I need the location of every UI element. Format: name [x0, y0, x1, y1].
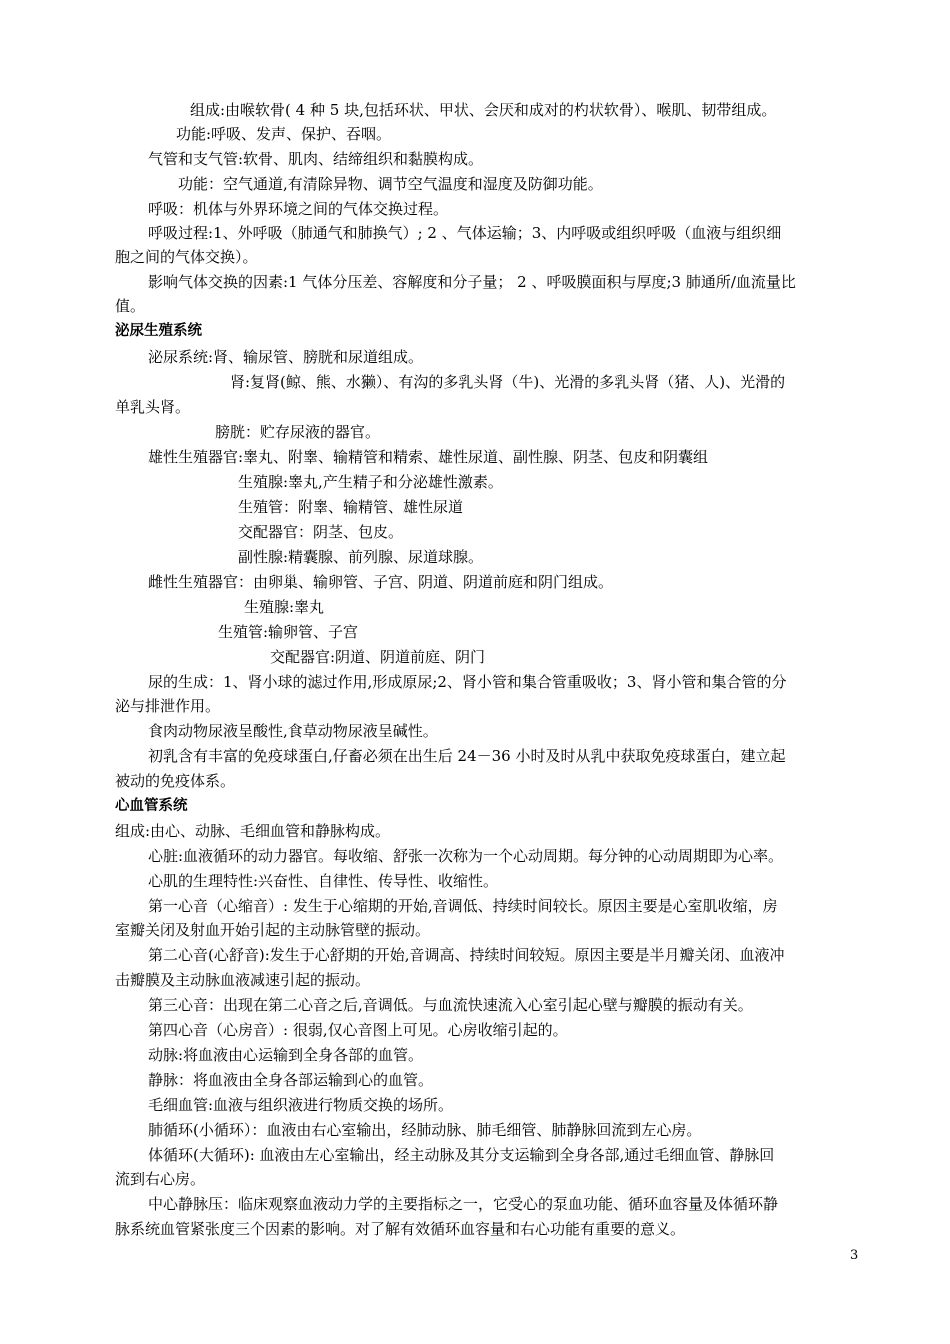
page-number: 3	[850, 1248, 859, 1263]
text-line: 中心静脉压：临床观察血液动力学的主要指标之一，它受心的泵血功能、循环血容量及体循环静	[148, 1195, 779, 1213]
text-line: 生殖管：附睾、输精管、雄性尿道	[238, 498, 464, 516]
text-line: 体循环(大循环): 血液由左心室输出，经主动脉及其分支运输到全身各部,通过毛细血管、静脉回	[148, 1146, 775, 1164]
text-line: 交配器官：阴茎、包皮。	[238, 523, 404, 541]
text-line: 单乳头肾。	[115, 398, 191, 416]
text-line: 心脏:血液循环的动力器官。每收缩、舒张一次称为一个心动周期。每分钟的心动周期即为心率。	[148, 847, 784, 865]
text-line: 功能:呼吸、发声、保护、吞咽。	[176, 125, 392, 143]
text-line: 脉系统血管紧张度三个因素的影响。对了解有效循环血容量和右心功能有重要的意义。	[115, 1220, 686, 1238]
text-line: 肾:复肾(鲸、熊、水獭）、有沟的多乳头肾（牛)、光滑的多乳头肾（猪、人)、光滑的	[230, 373, 786, 391]
text-line: 值。	[115, 297, 146, 315]
text-line: 雄性生殖器官:睾丸、附睾、输精管和精索、雄性尿道、副性腺、阴茎、包皮和阴囊组	[148, 448, 709, 466]
text-line: 肺循环(小循环）：血液由右心室输出，经肺动脉、肺毛细管、肺静脉回流到左心房。	[148, 1121, 702, 1139]
text-line: 动脉:将血液由心运输到全身各部的血管。	[148, 1046, 424, 1064]
text-line: 第四心音（心房音）: 很弱,仅心音图上可见。心房收缩引起的。	[148, 1021, 568, 1039]
text-line: 呼吸：机体与外界环境之间的气体交换过程。	[148, 200, 449, 218]
text-line: 呼吸过程:1、外呼吸（肺通气和肺换气）; 2 、气体运输；3、内呼吸或组织呼吸（血液与组织细	[148, 224, 782, 242]
text-line: 食肉动物尿液呈酸性,食草动物尿液呈碱性。	[148, 722, 438, 740]
text-line: 泌与排泄作用。	[115, 697, 221, 715]
text-line: 第一心音（心缩音）: 发生于心缩期的开始,音调低、持续时间较长。原因主要是心室肌收缩，房	[148, 897, 778, 915]
text-line: 毛细血管:血液与组织液进行物质交换的场所。	[148, 1096, 454, 1114]
text-line: 副性腺:精囊腺、前列腺、尿道球腺。	[238, 548, 484, 566]
text-line: 膀胱：贮存尿液的器官。	[215, 423, 381, 441]
text-line: 气管和支气管:软骨、肌肉、结缔组织和黏膜构成。	[148, 150, 484, 168]
text-line: 生殖管:输卵管、子宫	[218, 623, 359, 641]
text-line: 第二心音(心舒音):发生于心舒期的开始,音调高、持续时间较短。原因主要是半月瓣关闭、血液冲	[148, 946, 785, 964]
text-line: 心肌的生理特性:兴奋性、自律性、传导性、收缩性。	[148, 872, 499, 890]
text-line: 泌尿系统:肾、输尿管、膀胱和尿道组成。	[148, 348, 424, 366]
text-line: 被动的免疫体系。	[115, 772, 236, 790]
text-line: 第三心音：出现在第二心音之后,音调低。与血流快速流入心室引起心壁与瓣膜的振动有关。	[148, 996, 753, 1014]
text-line: 静脉：将血液由全身各部运输到心的血管。	[148, 1071, 434, 1089]
text-line: 交配器官:阴道、阴道前庭、阴门	[270, 648, 486, 666]
text-line: 尿的生成：1、肾小球的滤过作用,形成原尿;2、肾小管和集合管重吸收；3、肾小管和集合管的分	[148, 673, 787, 691]
text-line: 击瓣膜及主动脉血液减速引起的振动。	[115, 971, 371, 989]
text-line: 初乳含有丰富的免疫球蛋白,仔畜必须在出生后 24－36 小时及时从乳中获取免疫球蛋白，建立起	[148, 747, 786, 765]
text-line: 功能：空气通道,有清除异物、调节空气温度和湿度及防御功能。	[178, 175, 603, 193]
text-line: 影响气体交换的因素:1 气体分压差、容解度和分子量； 2 、呼吸膜面积与厚度;3 肺通所/血流量比	[148, 273, 796, 291]
text-line: 生殖腺:睾丸	[244, 598, 325, 616]
text-line: 雌性生殖器官：由卵巢、输卵管、子宫、阴道、阴道前庭和阴门组成。	[148, 573, 614, 591]
text-line: 组成:由心、动脉、毛细血管和静脉构成。	[115, 822, 391, 840]
section-heading: 心血管系统	[115, 798, 188, 814]
text-line: 组成:由喉软骨( 4 种 5 块,包括环状、甲状、会厌和成对的杓状软骨）、喉肌、韧带组成。	[190, 101, 777, 119]
text-line: 室瓣关闭及射血开始引起的主动脉管壁的振动。	[115, 921, 431, 939]
text-line: 生殖腺:睾丸,产生精子和分泌雄性激素。	[238, 473, 503, 491]
text-line: 胞之间的气体交换）。	[115, 248, 258, 266]
section-heading: 泌尿生殖系统	[115, 323, 202, 339]
text-line: 流到右心房。	[115, 1170, 206, 1188]
